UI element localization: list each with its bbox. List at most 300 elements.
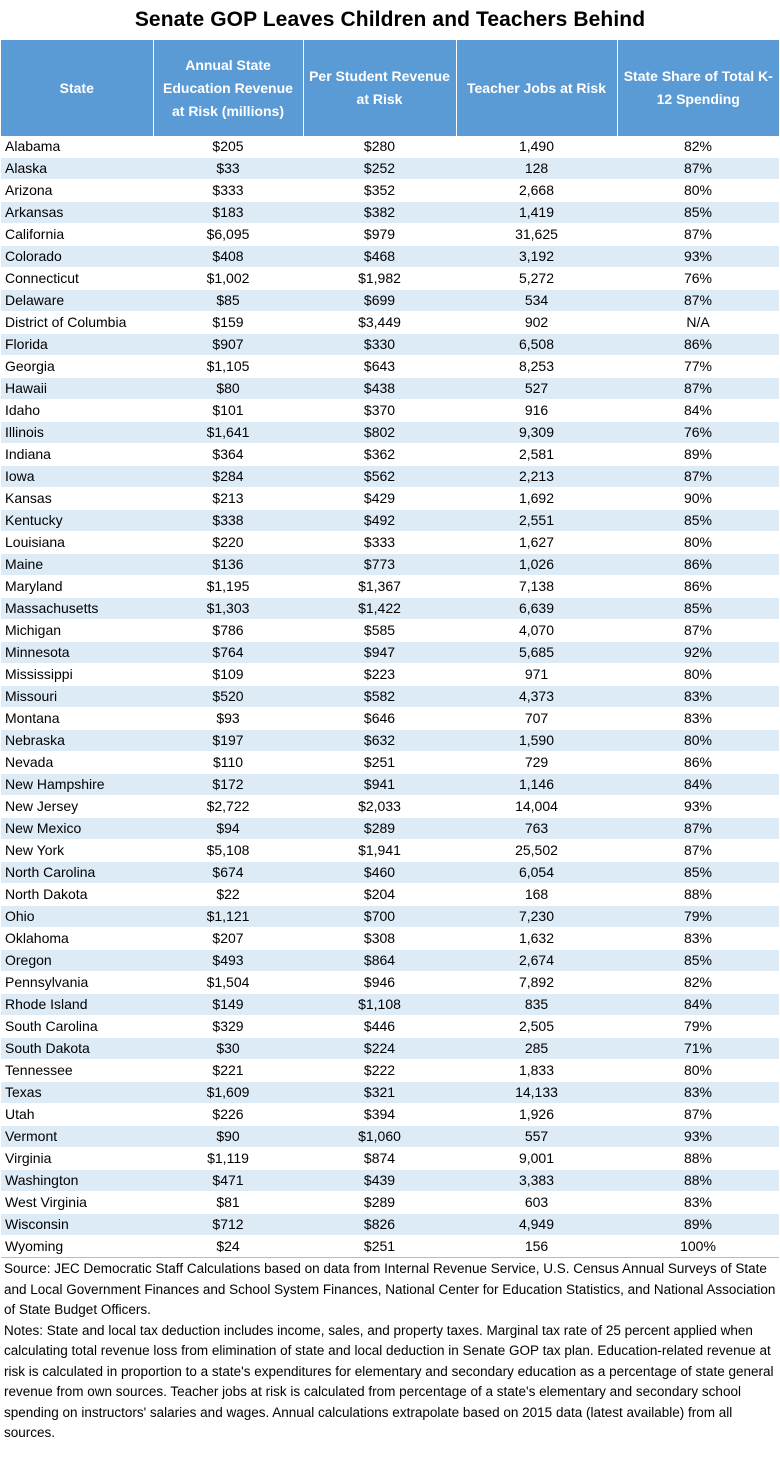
annual-revenue-cell: $1,609 bbox=[153, 1082, 303, 1104]
per-student-cell: $362 bbox=[303, 444, 456, 466]
teacher-jobs-cell: 1,590 bbox=[456, 730, 617, 752]
teacher-jobs-cell: 916 bbox=[456, 400, 617, 422]
state-cell: Washington bbox=[1, 1170, 153, 1192]
state-share-cell: 82% bbox=[617, 972, 779, 994]
table-row bbox=[1, 576, 779, 598]
teacher-jobs-cell: 9,001 bbox=[456, 1148, 617, 1170]
teacher-jobs-cell: 9,309 bbox=[456, 422, 617, 444]
annual-revenue-cell: $207 bbox=[153, 928, 303, 950]
annual-revenue-cell: $220 bbox=[153, 532, 303, 554]
table-row bbox=[1, 1104, 779, 1126]
per-student-cell: $826 bbox=[303, 1214, 456, 1236]
per-student-cell: $289 bbox=[303, 818, 456, 840]
teacher-jobs-cell: 168 bbox=[456, 884, 617, 906]
teacher-jobs-cell: 763 bbox=[456, 818, 617, 840]
column-header-state-share: State Share of Total K-12 Spending bbox=[617, 40, 779, 136]
per-student-cell: $802 bbox=[303, 422, 456, 444]
state-cell: Alaska bbox=[1, 158, 153, 180]
state-share-cell: 85% bbox=[617, 510, 779, 532]
table-row bbox=[1, 290, 779, 312]
per-student-cell: $585 bbox=[303, 620, 456, 642]
column-header-state: State bbox=[1, 40, 153, 136]
state-share-cell: 83% bbox=[617, 1192, 779, 1214]
state-share-cell: 79% bbox=[617, 1016, 779, 1038]
annual-revenue-cell: $197 bbox=[153, 730, 303, 752]
annual-revenue-cell: $329 bbox=[153, 1016, 303, 1038]
table-row bbox=[1, 312, 779, 334]
column-header-per-student: Per Student Revenue at Risk bbox=[303, 40, 456, 136]
teacher-jobs-cell: 534 bbox=[456, 290, 617, 312]
per-student-cell: $492 bbox=[303, 510, 456, 532]
table-row bbox=[1, 422, 779, 444]
teacher-jobs-cell: 6,054 bbox=[456, 862, 617, 884]
state-cell: New Mexico bbox=[1, 818, 153, 840]
teacher-jobs-cell: 5,685 bbox=[456, 642, 617, 664]
table-row bbox=[1, 488, 779, 510]
teacher-jobs-cell: 285 bbox=[456, 1038, 617, 1060]
annual-revenue-cell: $221 bbox=[153, 1060, 303, 1082]
per-student-cell: $643 bbox=[303, 356, 456, 378]
annual-revenue-cell: $136 bbox=[153, 554, 303, 576]
state-cell: Minnesota bbox=[1, 642, 153, 664]
teacher-jobs-cell: 2,213 bbox=[456, 466, 617, 488]
state-cell: Utah bbox=[1, 1104, 153, 1126]
per-student-cell: $439 bbox=[303, 1170, 456, 1192]
state-share-cell: 85% bbox=[617, 598, 779, 620]
per-student-cell: $1,108 bbox=[303, 994, 456, 1016]
teacher-jobs-cell: 4,949 bbox=[456, 1214, 617, 1236]
state-share-cell: 87% bbox=[617, 840, 779, 862]
state-cell: Iowa bbox=[1, 466, 153, 488]
table-row bbox=[1, 994, 779, 1016]
state-share-cell: 88% bbox=[617, 1170, 779, 1192]
annual-revenue-cell: $101 bbox=[153, 400, 303, 422]
table-row bbox=[1, 928, 779, 950]
annual-revenue-cell: $183 bbox=[153, 202, 303, 224]
state-share-cell: 85% bbox=[617, 950, 779, 972]
annual-revenue-cell: $408 bbox=[153, 246, 303, 268]
state-cell: Mississippi bbox=[1, 664, 153, 686]
annual-revenue-cell: $94 bbox=[153, 818, 303, 840]
per-student-cell: $280 bbox=[303, 136, 456, 158]
state-share-cell: 85% bbox=[617, 202, 779, 224]
per-student-cell: $382 bbox=[303, 202, 456, 224]
per-student-cell: $252 bbox=[303, 158, 456, 180]
state-cell: Tennessee bbox=[1, 1060, 153, 1082]
state-share-cell: 92% bbox=[617, 642, 779, 664]
teacher-jobs-cell: 128 bbox=[456, 158, 617, 180]
annual-revenue-cell: $205 bbox=[153, 136, 303, 158]
state-cell: Alabama bbox=[1, 136, 153, 158]
state-cell: Oregon bbox=[1, 950, 153, 972]
table-row bbox=[1, 202, 779, 224]
state-cell: Massachusetts bbox=[1, 598, 153, 620]
state-share-cell: 80% bbox=[617, 730, 779, 752]
table-row bbox=[1, 510, 779, 532]
annual-revenue-cell: $1,195 bbox=[153, 576, 303, 598]
table-row bbox=[1, 1016, 779, 1038]
annual-revenue-cell: $109 bbox=[153, 664, 303, 686]
table-row bbox=[1, 708, 779, 730]
state-share-cell: 86% bbox=[617, 576, 779, 598]
state-cell: New Jersey bbox=[1, 796, 153, 818]
annual-revenue-cell: $764 bbox=[153, 642, 303, 664]
per-student-cell: $460 bbox=[303, 862, 456, 884]
state-cell: Wyoming bbox=[1, 1236, 153, 1258]
teacher-jobs-cell: 1,627 bbox=[456, 532, 617, 554]
teacher-jobs-cell: 31,625 bbox=[456, 224, 617, 246]
table-row bbox=[1, 862, 779, 884]
state-cell: Louisiana bbox=[1, 532, 153, 554]
per-student-cell: $864 bbox=[303, 950, 456, 972]
state-share-cell: 84% bbox=[617, 994, 779, 1016]
teacher-jobs-cell: 7,230 bbox=[456, 906, 617, 928]
annual-revenue-cell: $493 bbox=[153, 950, 303, 972]
teacher-jobs-cell: 557 bbox=[456, 1126, 617, 1148]
state-cell: West Virginia bbox=[1, 1192, 153, 1214]
per-student-cell: $632 bbox=[303, 730, 456, 752]
table-row bbox=[1, 1060, 779, 1082]
per-student-cell: $773 bbox=[303, 554, 456, 576]
state-cell: Montana bbox=[1, 708, 153, 730]
teacher-jobs-cell: 1,419 bbox=[456, 202, 617, 224]
annual-revenue-cell: $786 bbox=[153, 620, 303, 642]
annual-revenue-cell: $1,121 bbox=[153, 906, 303, 928]
per-student-cell: $1,367 bbox=[303, 576, 456, 598]
table-row bbox=[1, 1170, 779, 1192]
state-share-cell: 83% bbox=[617, 928, 779, 950]
state-share-cell: 83% bbox=[617, 686, 779, 708]
table-row bbox=[1, 796, 779, 818]
table-row bbox=[1, 1148, 779, 1170]
state-share-cell: 84% bbox=[617, 400, 779, 422]
state-share-cell: 87% bbox=[617, 158, 779, 180]
table-row bbox=[1, 906, 779, 928]
state-share-cell: 86% bbox=[617, 752, 779, 774]
teacher-jobs-cell: 971 bbox=[456, 664, 617, 686]
state-cell: Texas bbox=[1, 1082, 153, 1104]
per-student-cell: $700 bbox=[303, 906, 456, 928]
state-share-cell: 80% bbox=[617, 1060, 779, 1082]
per-student-cell: $222 bbox=[303, 1060, 456, 1082]
state-share-cell: 86% bbox=[617, 334, 779, 356]
table-row bbox=[1, 972, 779, 994]
table-row bbox=[1, 466, 779, 488]
state-cell: Missouri bbox=[1, 686, 153, 708]
teacher-jobs-cell: 2,581 bbox=[456, 444, 617, 466]
state-cell: Maine bbox=[1, 554, 153, 576]
table-row bbox=[1, 158, 779, 180]
teacher-jobs-cell: 835 bbox=[456, 994, 617, 1016]
table-row bbox=[1, 884, 779, 906]
state-cell: District of Columbia bbox=[1, 312, 153, 334]
teacher-jobs-cell: 902 bbox=[456, 312, 617, 334]
state-share-cell: 100% bbox=[617, 1236, 779, 1258]
table-header bbox=[1, 40, 779, 136]
per-student-cell: $979 bbox=[303, 224, 456, 246]
state-cell: Georgia bbox=[1, 356, 153, 378]
table-row bbox=[1, 730, 779, 752]
state-cell: Arkansas bbox=[1, 202, 153, 224]
per-student-cell: $3,449 bbox=[303, 312, 456, 334]
annual-revenue-cell: $110 bbox=[153, 752, 303, 774]
teacher-jobs-cell: 2,674 bbox=[456, 950, 617, 972]
header-row bbox=[1, 40, 779, 136]
teacher-jobs-cell: 707 bbox=[456, 708, 617, 730]
per-student-cell: $394 bbox=[303, 1104, 456, 1126]
annual-revenue-cell: $5,108 bbox=[153, 840, 303, 862]
state-cell: Hawaii bbox=[1, 378, 153, 400]
per-student-cell: $468 bbox=[303, 246, 456, 268]
teacher-jobs-cell: 4,070 bbox=[456, 620, 617, 642]
state-share-cell: 93% bbox=[617, 1126, 779, 1148]
annual-revenue-cell: $520 bbox=[153, 686, 303, 708]
state-share-cell: 76% bbox=[617, 422, 779, 444]
table-row bbox=[1, 1192, 779, 1214]
table-row bbox=[1, 268, 779, 290]
state-cell: Oklahoma bbox=[1, 928, 153, 950]
per-student-cell: $646 bbox=[303, 708, 456, 730]
teacher-jobs-cell: 1,490 bbox=[456, 136, 617, 158]
table-row bbox=[1, 136, 779, 158]
table-row bbox=[1, 1236, 779, 1258]
state-cell: Delaware bbox=[1, 290, 153, 312]
teacher-jobs-cell: 603 bbox=[456, 1192, 617, 1214]
table-row bbox=[1, 334, 779, 356]
state-share-cell: 87% bbox=[617, 466, 779, 488]
annual-revenue-cell: $85 bbox=[153, 290, 303, 312]
teacher-jobs-cell: 2,505 bbox=[456, 1016, 617, 1038]
state-cell: Rhode Island bbox=[1, 994, 153, 1016]
per-student-cell: $251 bbox=[303, 752, 456, 774]
annual-revenue-cell: $90 bbox=[153, 1126, 303, 1148]
annual-revenue-cell: $333 bbox=[153, 180, 303, 202]
annual-revenue-cell: $364 bbox=[153, 444, 303, 466]
annual-revenue-cell: $674 bbox=[153, 862, 303, 884]
annual-revenue-cell: $907 bbox=[153, 334, 303, 356]
teacher-jobs-cell: 1,632 bbox=[456, 928, 617, 950]
teacher-jobs-cell: 7,892 bbox=[456, 972, 617, 994]
annual-revenue-cell: $1,105 bbox=[153, 356, 303, 378]
per-student-cell: $204 bbox=[303, 884, 456, 906]
state-cell: Vermont bbox=[1, 1126, 153, 1148]
teacher-jobs-cell: 729 bbox=[456, 752, 617, 774]
state-cell: Colorado bbox=[1, 246, 153, 268]
source-note: Source: JEC Democratic Staff Calculations based on data from Internal Revenue Service, U.S. Census Annual Surveys of State and Local Government Finances and School System Finances, National Center for Education Statistics, and National Association of State Budget Officers. bbox=[4, 1261, 776, 1317]
state-share-cell: 83% bbox=[617, 1082, 779, 1104]
footnotes bbox=[4, 1259, 776, 1444]
table-row bbox=[1, 840, 779, 862]
per-student-cell: $941 bbox=[303, 774, 456, 796]
state-share-cell: 76% bbox=[617, 268, 779, 290]
state-cell: Nebraska bbox=[1, 730, 153, 752]
state-share-cell: 82% bbox=[617, 136, 779, 158]
state-cell: New York bbox=[1, 840, 153, 862]
state-cell: Virginia bbox=[1, 1148, 153, 1170]
teacher-jobs-cell: 2,551 bbox=[456, 510, 617, 532]
table-row bbox=[1, 554, 779, 576]
teacher-jobs-cell: 14,133 bbox=[456, 1082, 617, 1104]
table-row bbox=[1, 356, 779, 378]
annual-revenue-cell: $33 bbox=[153, 158, 303, 180]
state-cell: Michigan bbox=[1, 620, 153, 642]
state-cell: Connecticut bbox=[1, 268, 153, 290]
table-row bbox=[1, 246, 779, 268]
teacher-jobs-cell: 8,253 bbox=[456, 356, 617, 378]
annual-revenue-cell: $24 bbox=[153, 1236, 303, 1258]
state-cell: North Carolina bbox=[1, 862, 153, 884]
annual-revenue-cell: $1,641 bbox=[153, 422, 303, 444]
per-student-cell: $289 bbox=[303, 1192, 456, 1214]
state-cell: South Carolina bbox=[1, 1016, 153, 1038]
teacher-jobs-cell: 1,926 bbox=[456, 1104, 617, 1126]
teacher-jobs-cell: 2,668 bbox=[456, 180, 617, 202]
table-row bbox=[1, 378, 779, 400]
teacher-jobs-cell: 14,004 bbox=[456, 796, 617, 818]
annual-revenue-cell: $213 bbox=[153, 488, 303, 510]
state-share-cell: 87% bbox=[617, 290, 779, 312]
teacher-jobs-cell: 4,373 bbox=[456, 686, 617, 708]
annual-revenue-cell: $1,504 bbox=[153, 972, 303, 994]
state-share-cell: N/A bbox=[617, 312, 779, 334]
state-share-cell: 83% bbox=[617, 708, 779, 730]
methodology-note: Notes: State and local tax deduction includes income, sales, and property taxes. Marginal tax rate of 25 percent applied when calculating total revenue loss from elimination of state and local deduction in Senate GOP tax plan. Education-related revenue at risk is calculated in proportion to a state's expenditures for elementary and secondary education as a percentage of state general revenue from own sources. Teacher jobs at risk is calculated from percentage of a state's elementary and secondary school spending on instructors' salaries and wages. Annual calculations extrapolate based on 2015 data (latest available) from all sources. bbox=[4, 1322, 774, 1440]
teacher-jobs-cell: 1,833 bbox=[456, 1060, 617, 1082]
table-row bbox=[1, 774, 779, 796]
state-cell: Pennsylvania bbox=[1, 972, 153, 994]
annual-revenue-cell: $2,722 bbox=[153, 796, 303, 818]
state-cell: North Dakota bbox=[1, 884, 153, 906]
data-table bbox=[1, 40, 779, 1258]
per-student-cell: $874 bbox=[303, 1148, 456, 1170]
table-row bbox=[1, 664, 779, 686]
teacher-jobs-cell: 1,146 bbox=[456, 774, 617, 796]
table-row bbox=[1, 686, 779, 708]
state-cell: Maryland bbox=[1, 576, 153, 598]
table-row bbox=[1, 1214, 779, 1236]
state-share-cell: 85% bbox=[617, 862, 779, 884]
state-share-cell: 77% bbox=[617, 356, 779, 378]
annual-revenue-cell: $1,119 bbox=[153, 1148, 303, 1170]
per-student-cell: $2,033 bbox=[303, 796, 456, 818]
table-row bbox=[1, 400, 779, 422]
table-row bbox=[1, 224, 779, 246]
table-row bbox=[1, 532, 779, 554]
state-cell: Wisconsin bbox=[1, 1214, 153, 1236]
state-share-cell: 80% bbox=[617, 180, 779, 202]
state-share-cell: 89% bbox=[617, 444, 779, 466]
annual-revenue-cell: $93 bbox=[153, 708, 303, 730]
state-share-cell: 84% bbox=[617, 774, 779, 796]
annual-revenue-cell: $149 bbox=[153, 994, 303, 1016]
state-share-cell: 86% bbox=[617, 554, 779, 576]
state-cell: Kansas bbox=[1, 488, 153, 510]
per-student-cell: $330 bbox=[303, 334, 456, 356]
annual-revenue-cell: $172 bbox=[153, 774, 303, 796]
state-share-cell: 90% bbox=[617, 488, 779, 510]
table-row bbox=[1, 752, 779, 774]
teacher-jobs-cell: 3,192 bbox=[456, 246, 617, 268]
annual-revenue-cell: $80 bbox=[153, 378, 303, 400]
state-cell: Nevada bbox=[1, 752, 153, 774]
table-row bbox=[1, 1038, 779, 1060]
annual-revenue-cell: $1,303 bbox=[153, 598, 303, 620]
teacher-jobs-cell: 1,692 bbox=[456, 488, 617, 510]
table-title: Senate GOP Leaves Children and Teachers Behind bbox=[134, 8, 646, 31]
per-student-cell: $333 bbox=[303, 532, 456, 554]
teacher-jobs-cell: 1,026 bbox=[456, 554, 617, 576]
per-student-cell: $429 bbox=[303, 488, 456, 510]
state-cell: Kentucky bbox=[1, 510, 153, 532]
teacher-jobs-cell: 156 bbox=[456, 1236, 617, 1258]
per-student-cell: $446 bbox=[303, 1016, 456, 1038]
state-share-cell: 79% bbox=[617, 906, 779, 928]
state-cell: California bbox=[1, 224, 153, 246]
table-body bbox=[1, 136, 779, 1258]
state-cell: Idaho bbox=[1, 400, 153, 422]
state-cell: South Dakota bbox=[1, 1038, 153, 1060]
annual-revenue-cell: $471 bbox=[153, 1170, 303, 1192]
per-student-cell: $1,982 bbox=[303, 268, 456, 290]
state-cell: Ohio bbox=[1, 906, 153, 928]
teacher-jobs-cell: 6,639 bbox=[456, 598, 617, 620]
teacher-jobs-cell: 7,138 bbox=[456, 576, 617, 598]
state-share-cell: 87% bbox=[617, 378, 779, 400]
per-student-cell: $1,060 bbox=[303, 1126, 456, 1148]
annual-revenue-cell: $226 bbox=[153, 1104, 303, 1126]
table-row bbox=[1, 620, 779, 642]
per-student-cell: $370 bbox=[303, 400, 456, 422]
state-share-cell: 88% bbox=[617, 1148, 779, 1170]
state-share-cell: 87% bbox=[617, 620, 779, 642]
state-cell: Indiana bbox=[1, 444, 153, 466]
column-header-annual-revenue: Annual State Education Revenue at Risk (millions) bbox=[153, 40, 303, 136]
table-row bbox=[1, 1126, 779, 1148]
annual-revenue-cell: $22 bbox=[153, 884, 303, 906]
state-share-cell: 87% bbox=[617, 1104, 779, 1126]
per-student-cell: $438 bbox=[303, 378, 456, 400]
annual-revenue-cell: $6,095 bbox=[153, 224, 303, 246]
state-share-cell: 88% bbox=[617, 884, 779, 906]
state-share-cell: 80% bbox=[617, 532, 779, 554]
teacher-jobs-cell: 527 bbox=[456, 378, 617, 400]
state-share-cell: 93% bbox=[617, 796, 779, 818]
teacher-jobs-cell: 3,383 bbox=[456, 1170, 617, 1192]
annual-revenue-cell: $159 bbox=[153, 312, 303, 334]
state-cell: Illinois bbox=[1, 422, 153, 444]
state-cell: Arizona bbox=[1, 180, 153, 202]
table-row bbox=[1, 180, 779, 202]
annual-revenue-cell: $1,002 bbox=[153, 268, 303, 290]
per-student-cell: $251 bbox=[303, 1236, 456, 1258]
per-student-cell: $1,422 bbox=[303, 598, 456, 620]
per-student-cell: $946 bbox=[303, 972, 456, 994]
per-student-cell: $562 bbox=[303, 466, 456, 488]
annual-revenue-cell: $338 bbox=[153, 510, 303, 532]
table-row bbox=[1, 1082, 779, 1104]
table-row bbox=[1, 950, 779, 972]
table-row bbox=[1, 598, 779, 620]
column-header-teacher-jobs: Teacher Jobs at Risk bbox=[456, 40, 617, 136]
state-share-cell: 80% bbox=[617, 664, 779, 686]
per-student-cell: $321 bbox=[303, 1082, 456, 1104]
teacher-jobs-cell: 5,272 bbox=[456, 268, 617, 290]
state-share-cell: 89% bbox=[617, 1214, 779, 1236]
state-share-cell: 87% bbox=[617, 818, 779, 840]
table-row bbox=[1, 818, 779, 840]
table-row bbox=[1, 444, 779, 466]
per-student-cell: $1,941 bbox=[303, 840, 456, 862]
